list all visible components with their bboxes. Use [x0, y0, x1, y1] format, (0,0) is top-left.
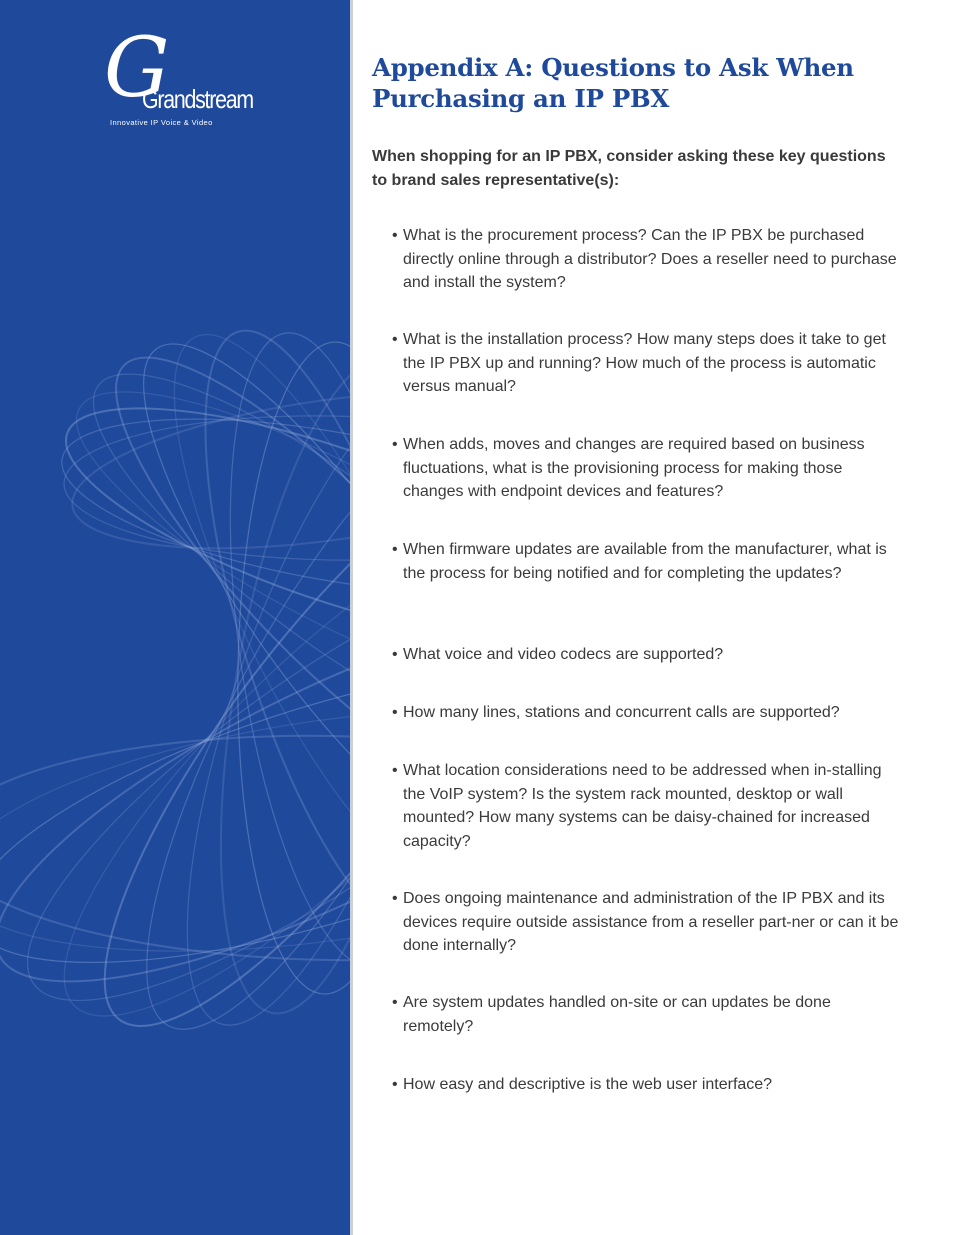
- question-text: When adds, moves and changes are required based on business fluctuations, what is the provisioning process for making those changes with endpoint devices and features?: [403, 436, 865, 500]
- swirl-line: [50, 322, 350, 799]
- question-item: [392, 887, 902, 958]
- swirl-line: [43, 340, 350, 744]
- question-item: [392, 701, 902, 725]
- logo-wordmark: Grandstream: [142, 84, 253, 114]
- question-item: [392, 759, 902, 853]
- question-text: How easy and descriptive is the web user interface?: [403, 1076, 773, 1093]
- bullet-icon: •: [392, 436, 398, 453]
- question-item: [392, 538, 902, 585]
- bullet-icon: •: [392, 331, 398, 348]
- logo-tagline: Innovative IP Voice & Video: [110, 118, 213, 127]
- swirl-line: [49, 386, 350, 626]
- question-item: [392, 224, 902, 295]
- question-text: Are system updates handled on-site or can updates be done remotely?: [403, 994, 831, 1035]
- swirl-line: [0, 599, 350, 1024]
- intro-paragraph: When shopping for an IP PBX, consider asking these key questions to brand sales representative(s):: [372, 148, 886, 189]
- swirl-line: [88, 300, 350, 891]
- bullet-icon: •: [392, 646, 398, 663]
- question-item: [392, 433, 902, 504]
- question-item: [392, 643, 902, 667]
- question-text: When firmware updates are available from the manufacturer, what is the process for being notified and for completing the updates?: [403, 541, 887, 582]
- question-text: Does ongoing maintenance and administration of the IP PBX and its devices require outside assistance from a reseller part-ner or can it be done internally?: [403, 890, 899, 954]
- swirl-line: [0, 668, 350, 992]
- bullet-icon: •: [392, 227, 398, 244]
- question-text: How many lines, stations and concurrent calls are supported?: [403, 704, 840, 721]
- sidebar-divider: [350, 0, 353, 1235]
- logo-g-mark: G: [104, 21, 170, 116]
- question-text: What voice and video codecs are supported?: [403, 646, 724, 663]
- bullet-icon: •: [392, 541, 398, 558]
- swirl-line: [42, 362, 350, 687]
- bullet-icon: •: [392, 890, 398, 907]
- page-title: Appendix A: Questions to Ask When Purchasing an IP PBX: [372, 53, 854, 113]
- sidebar-panel: [0, 0, 350, 1235]
- bullet-icon: •: [392, 1076, 398, 1093]
- grandstream-logo: [104, 21, 253, 130]
- question-item: [392, 1073, 902, 1097]
- question-item: [392, 991, 902, 1038]
- question-item: [392, 328, 902, 399]
- question-text: What is the installation process? How many steps does it take to get the IP PBX up and running? How much of the process is automatic versus manual?: [403, 331, 886, 395]
- question-text: What location considerations need to be addressed when in-stalling the VoIP system? Is the system rack mounted, desktop or wall mounted? How many systems can be daisy-chained for increased capacity?: [403, 762, 882, 850]
- swirl-graphic: [0, 0, 350, 1235]
- bullet-icon: •: [392, 762, 398, 779]
- bullet-icon: •: [392, 704, 398, 721]
- question-text: What is the procurement process? Can the IP PBX be purchased directly online through a distributor? Does a reseller need to purchase and install the system?: [403, 227, 897, 291]
- bullet-icon: •: [392, 994, 398, 1011]
